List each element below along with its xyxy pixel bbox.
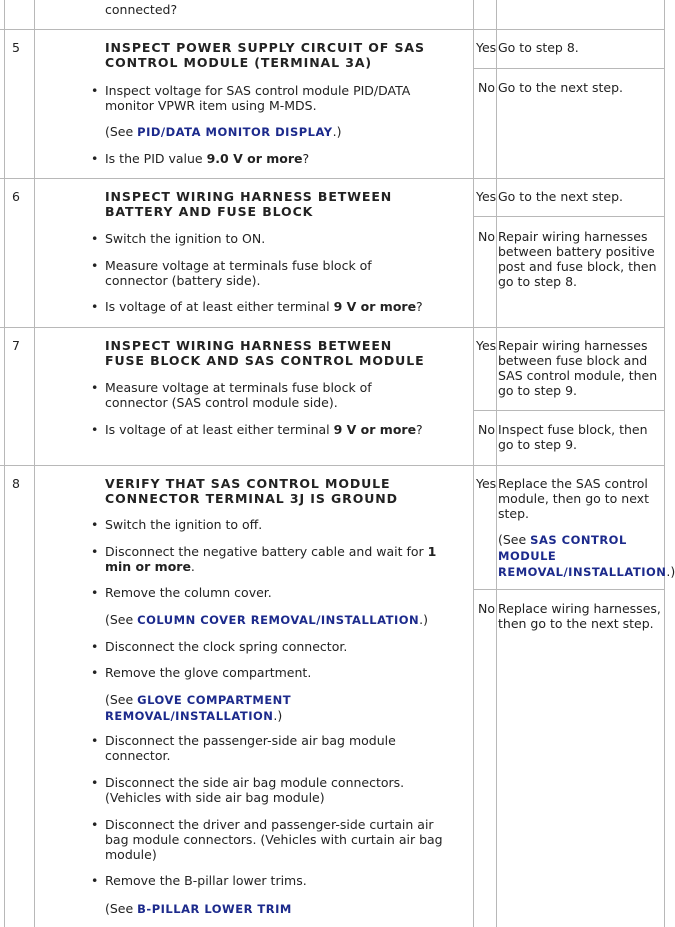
instruction-item: • Disconnect the side air bag module connectors. (Vehicles with side air bag module) <box>91 775 405 805</box>
bullet-icon: • <box>91 517 99 532</box>
action-column-divider <box>473 0 474 927</box>
instruction-item: • Inspect voltage for SAS control module PID/DATA monitor VPWR item using M-MDS. <box>91 83 411 113</box>
result-separator <box>474 589 664 590</box>
row-separator <box>0 465 665 466</box>
bullet-icon: • <box>91 151 99 166</box>
row-separator <box>0 178 665 179</box>
instruction-item: • Measure voltage at terminals fuse block of connector (battery side). <box>91 258 372 288</box>
instruction-item: • Switch the ignition to off. <box>91 517 263 532</box>
instruction-item: • Disconnect the clock spring connector. <box>91 639 348 654</box>
answer-yes: Yes <box>476 40 497 55</box>
bullet-icon: • <box>91 775 99 790</box>
reference-link[interactable]: B-PILLAR LOWER TRIM <box>137 902 292 916</box>
bullet-icon: • <box>91 231 99 246</box>
instruction-item: • Measure voltage at terminals fuse block of connector (SAS control module side). <box>91 380 372 410</box>
result-text: Repair wiring harnesses between battery positive post and fuse block, then go to step 8. <box>498 229 657 289</box>
table-border-left <box>4 0 5 927</box>
reference-link[interactable]: GLOVE COMPARTMENT REMOVAL/INSTALLATION <box>105 693 292 723</box>
bullet-icon: • <box>91 639 99 654</box>
step-title: INSPECT WIRING HARNESS BETWEEN BATTERY AND FUSE BLOCK <box>105 189 393 219</box>
instruction-item: • Switch the ignition to ON. <box>91 231 266 246</box>
see-reference: (See B-PILLAR LOWER TRIM <box>105 901 292 916</box>
step-number: 7 <box>12 338 20 353</box>
bullet-icon: • <box>91 83 99 98</box>
table-border-right <box>664 0 665 927</box>
result-text: Inspect fuse block, then go to step 9. <box>498 422 648 452</box>
result-text: Repair wiring harnesses between fuse block and SAS control module, then go to step 9. <box>498 338 658 398</box>
see-reference: (See SAS CONTROL MODULE REMOVAL/INSTALLATION.) <box>498 532 675 579</box>
answer-column-divider <box>496 0 497 927</box>
bullet-icon: • <box>91 733 99 748</box>
reference-link[interactable]: COLUMN COVER REMOVAL/INSTALLATION <box>137 613 420 627</box>
instruction-item: • Is the PID value 9.0 V or more? <box>91 151 310 166</box>
reference-link[interactable]: SAS CONTROL MODULE REMOVAL/INSTALLATION <box>498 533 667 579</box>
see-reference: (See COLUMN COVER REMOVAL/INSTALLATION.) <box>105 612 428 627</box>
bullet-icon: • <box>91 258 99 273</box>
bullet-icon: • <box>91 585 99 600</box>
instruction-item: • Is voltage of at least either terminal 9 V or more? <box>91 299 423 314</box>
step-title: VERIFY THAT SAS CONTROL MODULE CONNECTOR TERMINAL 3J IS GROUND <box>105 476 398 506</box>
continued-question-text: connected? <box>105 2 178 17</box>
answer-no: No <box>478 80 495 95</box>
step-number: 6 <box>12 189 20 204</box>
reference-link[interactable]: PID/DATA MONITOR DISPLAY <box>137 125 333 139</box>
answer-yes: Yes <box>476 338 497 353</box>
instruction-item: • Remove the glove compartment. <box>91 665 312 680</box>
bullet-icon: • <box>91 422 99 437</box>
step-title: INSPECT WIRING HARNESS BETWEEN FUSE BLOCK AND SAS CONTROL MODULE <box>105 338 425 368</box>
bullet-icon: • <box>91 544 99 559</box>
row-separator <box>0 327 665 328</box>
step-number: 5 <box>12 40 20 55</box>
see-reference: (See PID/DATA MONITOR DISPLAY.) <box>105 124 342 139</box>
step-title: INSPECT POWER SUPPLY CIRCUIT OF SAS CONTROL MODULE (TERMINAL 3A) <box>105 40 425 70</box>
bullet-icon: • <box>91 665 99 680</box>
answer-yes: Yes <box>476 476 497 491</box>
result-text: Replace wiring harnesses, then go to the next step. <box>498 601 661 631</box>
step-number: 8 <box>12 476 20 491</box>
instruction-item: • Remove the column cover. <box>91 585 272 600</box>
instruction-item: • Disconnect the passenger-side air bag module connector. <box>91 733 396 763</box>
result-text: Replace the SAS control module, then go to next step. <box>498 476 649 521</box>
bullet-icon: • <box>91 380 99 395</box>
bullet-icon: • <box>91 817 99 832</box>
result-separator <box>474 68 664 69</box>
result-text: Go to the next step. <box>498 189 623 204</box>
instruction-item: • Disconnect the negative battery cable and wait for 1 min or more. <box>91 544 437 574</box>
bullet-icon: • <box>91 873 99 888</box>
result-text: Go to step 8. <box>498 40 579 55</box>
answer-no: No <box>478 229 495 244</box>
answer-yes: Yes <box>476 189 497 204</box>
instruction-item: • Is voltage of at least either terminal 9 V or more? <box>91 422 423 437</box>
result-text: Go to the next step. <box>498 80 623 95</box>
answer-no: No <box>478 601 495 616</box>
instruction-item: • Disconnect the driver and passenger-side curtain air bag module connectors. (Vehicles with curtain air bag module) <box>91 817 443 862</box>
step-column-divider <box>34 0 35 927</box>
instruction-item: • Remove the B-pillar lower trims. <box>91 873 307 888</box>
row-separator <box>0 29 665 30</box>
result-separator <box>474 410 664 411</box>
answer-no: No <box>478 422 495 437</box>
result-separator <box>474 216 664 217</box>
see-reference: (See GLOVE COMPARTMENT REMOVAL/INSTALLATION.) <box>105 692 292 723</box>
bullet-icon: • <box>91 299 99 314</box>
